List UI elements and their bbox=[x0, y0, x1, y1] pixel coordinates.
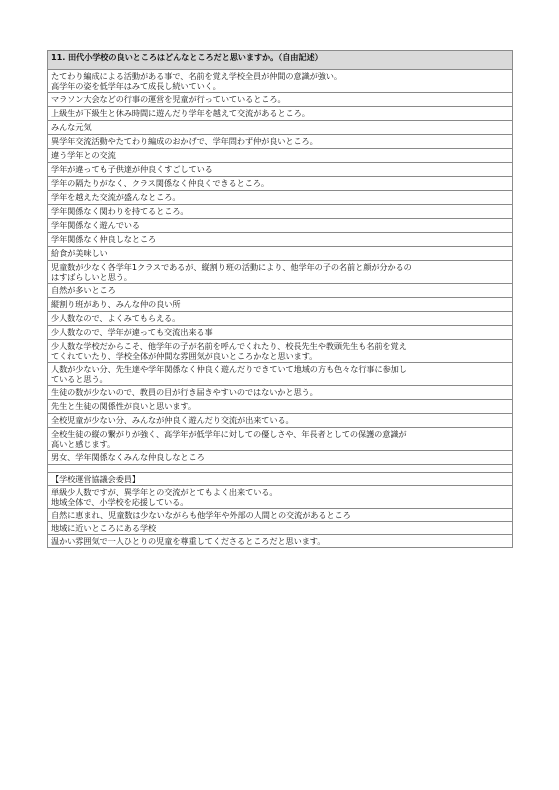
response-row bbox=[48, 93, 513, 107]
blank-separator-row bbox=[48, 465, 513, 473]
response-text-line: 単級少人数ですが、異学年との交流がとてもよく出来ている。 bbox=[51, 487, 278, 497]
response-text-line: 少人数なので、学年が違っても交流出来る事 bbox=[51, 327, 213, 337]
response-row bbox=[48, 205, 513, 219]
response-cell bbox=[48, 522, 513, 535]
response-text-line: 全校児童が少ない分、みんなが仲良く遊んだり交流が出来ている。 bbox=[51, 415, 294, 425]
response-row bbox=[48, 219, 513, 233]
response-text-line: 異学年交流活動やたてわり編成のおかげで、学年問わず仲が良いところ。 bbox=[51, 136, 318, 146]
response-text-line: 高学年の姿を低学年はみて成長し続いていく。 bbox=[51, 81, 221, 91]
response-text-line: 学年を越えた交流が盛んなところ。 bbox=[51, 192, 181, 202]
response-row bbox=[48, 177, 513, 191]
response-row bbox=[48, 284, 513, 298]
response-cell bbox=[48, 414, 513, 428]
response-row bbox=[48, 298, 513, 312]
response-cell bbox=[48, 70, 513, 93]
response-cell bbox=[48, 219, 513, 233]
response-text-line: 学年関係なく遊んでいる bbox=[51, 220, 140, 230]
committee-response-row bbox=[48, 535, 513, 548]
response-row bbox=[48, 70, 513, 93]
response-text-line: みんな元気 bbox=[51, 122, 92, 132]
response-row bbox=[48, 135, 513, 149]
response-cell bbox=[48, 486, 513, 509]
question-header-row bbox=[48, 51, 513, 70]
response-text-line: 先生と生徒の関係性が良いと思います。 bbox=[51, 401, 196, 411]
response-cell bbox=[48, 177, 513, 191]
committee-response-row bbox=[48, 509, 513, 522]
response-text-line: ていると思う。 bbox=[51, 374, 108, 384]
response-row bbox=[48, 386, 513, 400]
blank-cell bbox=[48, 465, 513, 473]
response-cell bbox=[48, 121, 513, 135]
response-cell bbox=[48, 284, 513, 298]
response-row bbox=[48, 414, 513, 428]
response-text-line: 温かい雰囲気で一人ひとりの児童を尊重してくださるところだと思います。 bbox=[51, 536, 326, 546]
response-row bbox=[48, 400, 513, 414]
response-text-line: 人数が少ない分、先生達や学年関係なく仲良く遊んだりできていて地域の方も色々な行事に参加し bbox=[51, 364, 407, 374]
response-row bbox=[48, 326, 513, 340]
response-row bbox=[48, 261, 513, 284]
response-text-line: マラソン大会などの行事の運営を児童が行っていているところ。 bbox=[51, 94, 286, 104]
response-text-line: 縦割り班があり、みんな仲の良い所 bbox=[51, 299, 181, 309]
response-text-line: 少人数な学校だからこそ、他学年の子が名前を呼んでくれたり、校長先生や教頭先生も名前を覚え bbox=[51, 341, 407, 351]
response-cell bbox=[48, 363, 513, 386]
response-text-line: 高いと感じます。 bbox=[51, 439, 116, 449]
response-row bbox=[48, 163, 513, 177]
response-text-line: 児童数が少なく各学年1クラスであるが、縦割り班の活動により、他学年の子の名前と顔が分かるの bbox=[51, 262, 412, 272]
response-cell bbox=[48, 261, 513, 284]
question-title: 11. 田代小学校の良いところはどんなところだと思いますか。（自由記述） bbox=[48, 51, 513, 70]
response-row bbox=[48, 121, 513, 135]
response-text-line: 学年の隔たりがなく、クラス関係なく仲良くできるところ。 bbox=[51, 178, 269, 188]
response-text-line: 上級生が下級生と休み時間に遊んだり学年を越えて交流があるところ。 bbox=[51, 108, 310, 118]
response-cell bbox=[48, 135, 513, 149]
response-row bbox=[48, 451, 513, 465]
response-row bbox=[48, 363, 513, 386]
committee-header: 【学校運営協議会委員】 bbox=[48, 473, 513, 486]
response-text-line: 地域に近いところにある学校 bbox=[51, 523, 157, 533]
survey-response-table bbox=[47, 50, 513, 548]
response-text-line: 生徒の数が少ないので、教員の目が行き届きやすいのではないかと思う。 bbox=[51, 387, 318, 397]
response-row bbox=[48, 428, 513, 451]
response-text-line: てくれていたり、学校全体が仲間な雰囲気が良いところかなと思います。 bbox=[51, 351, 318, 361]
response-cell bbox=[48, 163, 513, 177]
response-cell bbox=[48, 326, 513, 340]
response-text-line: 給食が美味しい bbox=[51, 248, 108, 258]
response-text-line: たてわり編成による活動がある事で、名前を覚え学校全員が仲間の意識が強い。 bbox=[51, 71, 342, 81]
response-cell bbox=[48, 191, 513, 205]
response-cell bbox=[48, 149, 513, 163]
response-row bbox=[48, 247, 513, 261]
committee-response-row bbox=[48, 522, 513, 535]
response-row bbox=[48, 312, 513, 326]
response-text-line: 男女、学年関係なくみんな仲良しなところ bbox=[51, 452, 205, 462]
response-cell bbox=[48, 93, 513, 107]
response-cell bbox=[48, 340, 513, 363]
response-cell bbox=[48, 386, 513, 400]
response-text-line: 学年関係なく仲良しなところ bbox=[51, 234, 157, 244]
response-row bbox=[48, 340, 513, 363]
response-cell bbox=[48, 247, 513, 261]
response-cell bbox=[48, 428, 513, 451]
response-text-line: 自然に恵まれ、児童数は少ないながらも他学年や外部の人間との交流があるところ bbox=[51, 510, 351, 520]
response-text-line: 自然が多いところ bbox=[51, 285, 116, 295]
response-cell bbox=[48, 312, 513, 326]
response-text-line: 全校生徒の縦の繋がりが強く、高学年が低学年に対しての優しさや、年長者としての保護の意識が bbox=[51, 429, 407, 439]
response-cell bbox=[48, 400, 513, 414]
response-cell bbox=[48, 107, 513, 121]
response-text-line: 地域全体で、小学校を応援している。 bbox=[51, 497, 189, 507]
response-row bbox=[48, 191, 513, 205]
response-text-line: 違う学年との交流 bbox=[51, 150, 116, 160]
response-text-line: はすばらしいと思う。 bbox=[51, 272, 132, 282]
response-cell bbox=[48, 233, 513, 247]
committee-header-row bbox=[48, 473, 513, 486]
response-cell bbox=[48, 509, 513, 522]
response-cell bbox=[48, 451, 513, 465]
response-cell bbox=[48, 205, 513, 219]
response-row bbox=[48, 149, 513, 163]
response-text-line: 学年関係なく関わりを持てるところ。 bbox=[51, 206, 189, 216]
response-cell bbox=[48, 298, 513, 312]
response-row bbox=[48, 107, 513, 121]
response-cell bbox=[48, 535, 513, 548]
response-text-line: 少人数なので、よくみてもらえる。 bbox=[51, 313, 181, 323]
committee-response-row bbox=[48, 486, 513, 509]
response-row bbox=[48, 233, 513, 247]
response-text-line: 学年が違っても子供達が仲良くすごしている bbox=[51, 164, 213, 174]
